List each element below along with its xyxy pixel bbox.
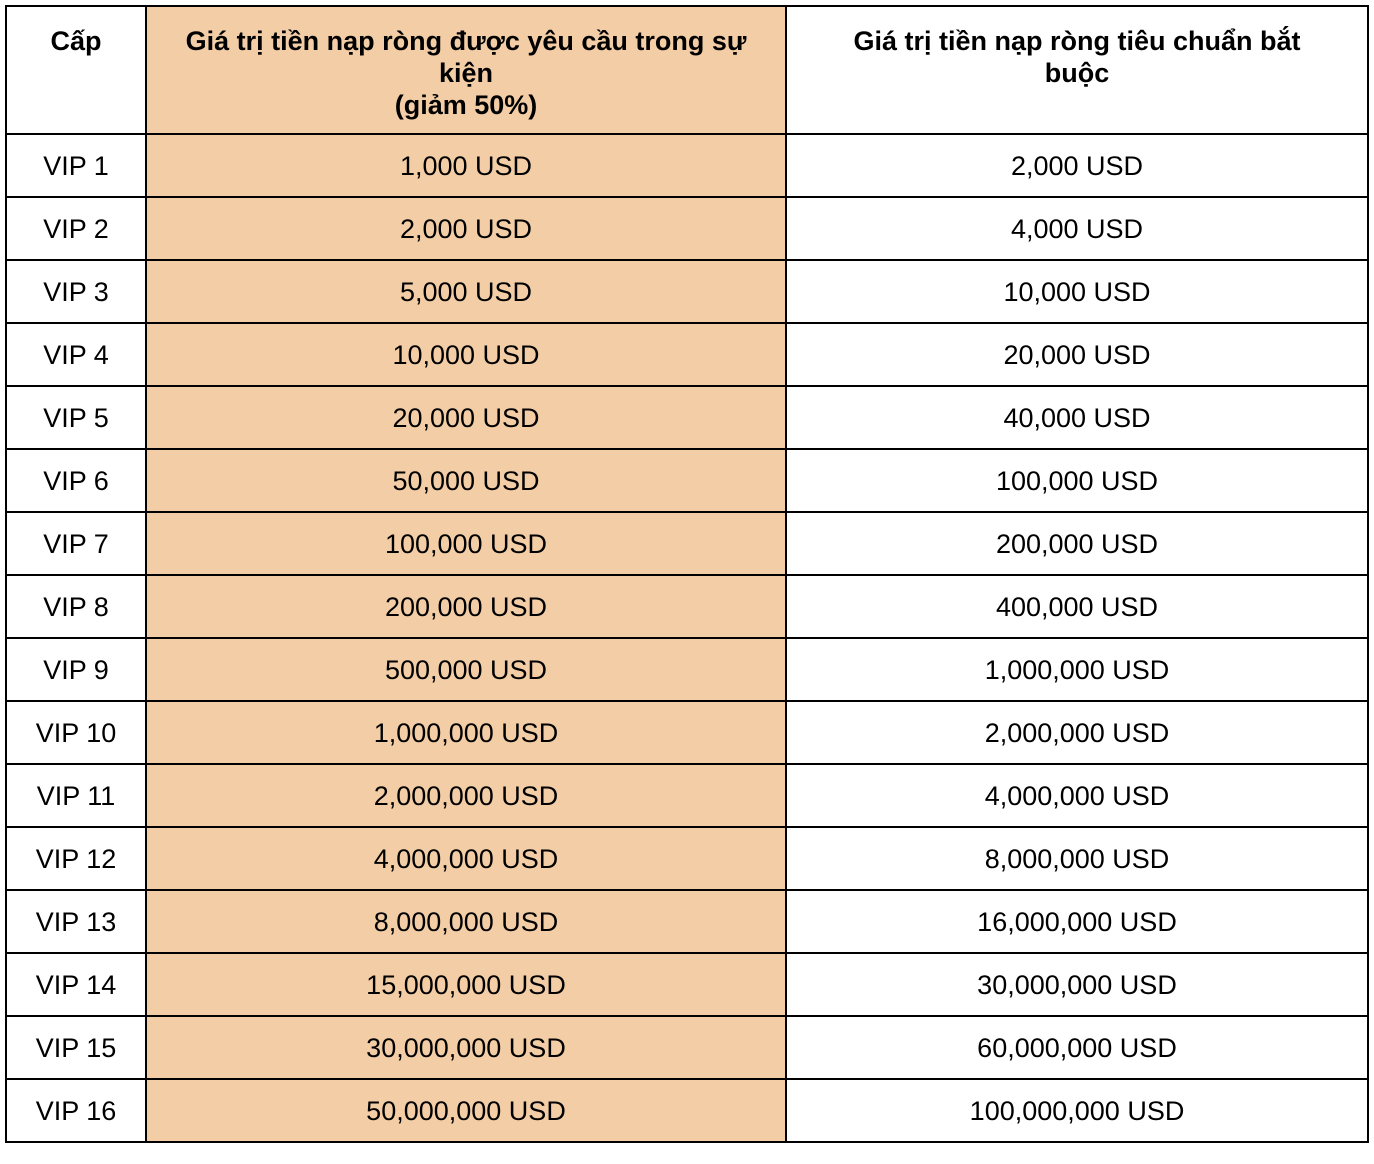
cell-standard-deposit: 100,000 USD: [786, 449, 1368, 512]
table-body: [6, 134, 1368, 1142]
vip-deposit-table: [5, 5, 1369, 1143]
cell-standard-deposit: 8,000,000 USD: [786, 827, 1368, 890]
cell-event-deposit: 10,000 USD: [146, 323, 786, 386]
cell-standard-deposit: 4,000 USD: [786, 197, 1368, 260]
cell-event-deposit: 500,000 USD: [146, 638, 786, 701]
cell-level: VIP 4: [6, 323, 146, 386]
table-row: [6, 260, 1368, 323]
cell-event-deposit: 8,000,000 USD: [146, 890, 786, 953]
cell-level: VIP 16: [6, 1079, 146, 1142]
header-level: Cấp: [6, 6, 146, 134]
table-row: [6, 1079, 1368, 1142]
table-row: [6, 638, 1368, 701]
header-event-deposit: Giá trị tiền nạp ròng được yêu cầu trong sự kiện (giảm 50%): [146, 6, 786, 134]
cell-event-deposit: 4,000,000 USD: [146, 827, 786, 890]
cell-standard-deposit: 100,000,000 USD: [786, 1079, 1368, 1142]
cell-standard-deposit: 2,000,000 USD: [786, 701, 1368, 764]
table-row: [6, 449, 1368, 512]
cell-standard-deposit: 20,000 USD: [786, 323, 1368, 386]
table-row: [6, 701, 1368, 764]
cell-standard-deposit: 200,000 USD: [786, 512, 1368, 575]
cell-event-deposit: 50,000 USD: [146, 449, 786, 512]
cell-level: VIP 2: [6, 197, 146, 260]
table-row: [6, 827, 1368, 890]
cell-standard-deposit: 1,000,000 USD: [786, 638, 1368, 701]
table-row: [6, 512, 1368, 575]
cell-standard-deposit: 40,000 USD: [786, 386, 1368, 449]
cell-event-deposit: 1,000,000 USD: [146, 701, 786, 764]
table-row: [6, 386, 1368, 449]
cell-event-deposit: 50,000,000 USD: [146, 1079, 786, 1142]
cell-level: VIP 10: [6, 701, 146, 764]
cell-level: VIP 11: [6, 764, 146, 827]
cell-event-deposit: 2,000 USD: [146, 197, 786, 260]
cell-standard-deposit: 400,000 USD: [786, 575, 1368, 638]
cell-standard-deposit: 4,000,000 USD: [786, 764, 1368, 827]
table-row: [6, 197, 1368, 260]
table-header-row: [6, 6, 1368, 134]
table-row: [6, 323, 1368, 386]
cell-event-deposit: 2,000,000 USD: [146, 764, 786, 827]
cell-level: VIP 13: [6, 890, 146, 953]
cell-event-deposit: 15,000,000 USD: [146, 953, 786, 1016]
cell-standard-deposit: 16,000,000 USD: [786, 890, 1368, 953]
cell-level: VIP 14: [6, 953, 146, 1016]
cell-event-deposit: 30,000,000 USD: [146, 1016, 786, 1079]
cell-standard-deposit: 30,000,000 USD: [786, 953, 1368, 1016]
cell-event-deposit: 20,000 USD: [146, 386, 786, 449]
cell-event-deposit: 200,000 USD: [146, 575, 786, 638]
table-row: [6, 890, 1368, 953]
header-standard-deposit: Giá trị tiền nạp ròng tiêu chuẩn bắt buộc: [786, 6, 1368, 134]
table-row: [6, 134, 1368, 197]
cell-event-deposit: 100,000 USD: [146, 512, 786, 575]
cell-level: VIP 9: [6, 638, 146, 701]
cell-standard-deposit: 10,000 USD: [786, 260, 1368, 323]
table-row: [6, 1016, 1368, 1079]
cell-level: VIP 8: [6, 575, 146, 638]
cell-event-deposit: 1,000 USD: [146, 134, 786, 197]
table-row: [6, 953, 1368, 1016]
cell-level: VIP 1: [6, 134, 146, 197]
cell-level: VIP 3: [6, 260, 146, 323]
cell-level: VIP 15: [6, 1016, 146, 1079]
cell-level: VIP 7: [6, 512, 146, 575]
cell-standard-deposit: 2,000 USD: [786, 134, 1368, 197]
table-row: [6, 575, 1368, 638]
table-row: [6, 764, 1368, 827]
cell-level: VIP 5: [6, 386, 146, 449]
cell-level: VIP 12: [6, 827, 146, 890]
cell-standard-deposit: 60,000,000 USD: [786, 1016, 1368, 1079]
cell-event-deposit: 5,000 USD: [146, 260, 786, 323]
cell-level: VIP 6: [6, 449, 146, 512]
vip-table-wrapper: [5, 5, 1369, 1143]
